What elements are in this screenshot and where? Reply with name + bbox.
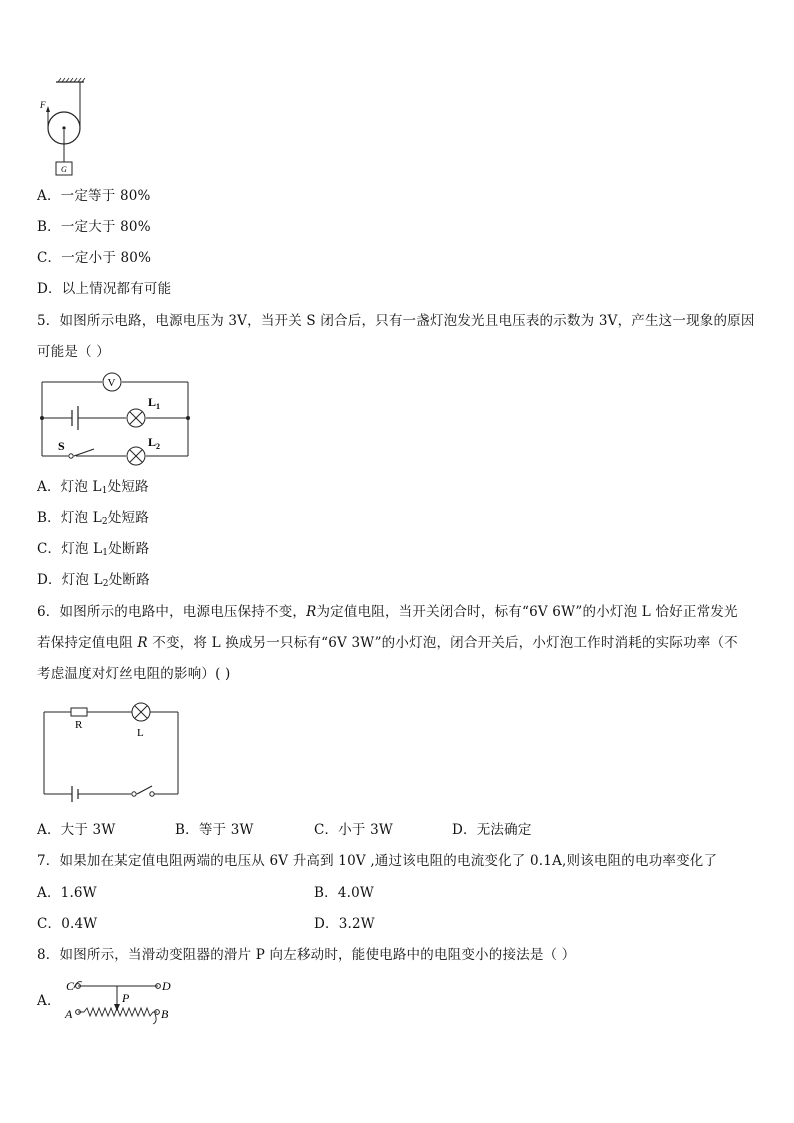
force-label: F	[40, 100, 46, 110]
q6-option-b: B．等于 3W	[175, 822, 254, 838]
rheostat-figure	[62, 974, 182, 1030]
q4-option-a: A．一定等于 80%	[37, 188, 151, 204]
q7-option-b: B．4.0W	[314, 885, 374, 901]
q6-stem-line2: 若保持定值电阻 R 不变，将 L 换成另一只标有“6V 3W”的小灯泡，闭合开关后，小灯泡工作时消耗的实际功率（不	[37, 635, 738, 651]
terminal-a-label: A	[65, 1007, 73, 1021]
lamp2-label: L	[148, 435, 157, 449]
q6-option-a: A．大于 3W	[37, 822, 116, 838]
q5-circuit-figure	[36, 366, 196, 466]
terminal-c-label: C	[66, 979, 75, 993]
q5-stem-line1: 5．如图所示电路，电源电压为 3V，当开关 S 闭合后，只有一盏灯泡发光且电压表的示数为 3V，产生这一现象的原因	[37, 313, 755, 329]
q6-option-c: C．小于 3W	[314, 822, 393, 838]
terminal-b-label: B	[161, 1007, 169, 1021]
q6-option-d: D．无法确定	[452, 822, 532, 838]
q5-option-d: D．灯泡 $L_2$处断路	[37, 572, 150, 589]
q8-stem: 8．如图所示，当滑动变阻器的滑片 P 向左移动时，能使电路中的电阻变小的接法是（ ）	[37, 947, 576, 963]
q5-option-a: A．灯泡 $L_1$处短路	[37, 479, 149, 496]
weight-label: G	[61, 165, 67, 174]
svg-text:L2	[148, 435, 160, 451]
q7-option-c: C．0.4W	[37, 916, 98, 932]
lamp-label: L	[137, 727, 144, 739]
lamp2-subscript: 2	[156, 442, 161, 451]
q7-stem: 7．如果加在某定值电阻两端的电压从 6V 升高到 10V ,通过该电阻的电流变化了 0.1A,则该电阻的电功率变化了	[37, 853, 718, 869]
q7-option-a: A．1.6W	[37, 885, 97, 901]
slider-p-label: P	[122, 991, 130, 1005]
q4-option-b: B．一定大于 80%	[37, 219, 151, 235]
q6-stem-line1: 6．如图所示的电路中，电源电压保持不变，R为定值电阻，当开关闭合时，标有“6V 6W”的小灯泡 L 恰好正常发光	[37, 604, 738, 620]
q5-stem-line2: 可能是（ ）	[37, 344, 110, 360]
switch-label: S	[58, 439, 65, 453]
svg-text:L1	[148, 395, 160, 411]
pulley-figure	[36, 76, 98, 180]
q4-option-d: D．以上情况都有可能	[37, 281, 172, 297]
voltmeter-label: V	[107, 377, 116, 389]
q8-option-a-label: A．	[37, 993, 61, 1009]
resistor-label: R	[75, 719, 83, 731]
terminal-d-label: D	[162, 979, 171, 993]
q4-option-c: C．一定小于 80%	[37, 250, 152, 266]
lamp1-label: L	[148, 395, 157, 409]
q6-stem-line3: 考虑温度对灯丝电阻的影响）( )	[37, 666, 231, 682]
q6-circuit-figure	[36, 700, 186, 806]
q5-option-c: C．灯泡 $L_1$处断路	[37, 541, 150, 558]
lamp1-subscript: 1	[156, 402, 161, 411]
q7-option-d: D．3.2W	[314, 916, 375, 932]
q5-option-b: B．灯泡 $L_2$处短路	[37, 510, 149, 527]
